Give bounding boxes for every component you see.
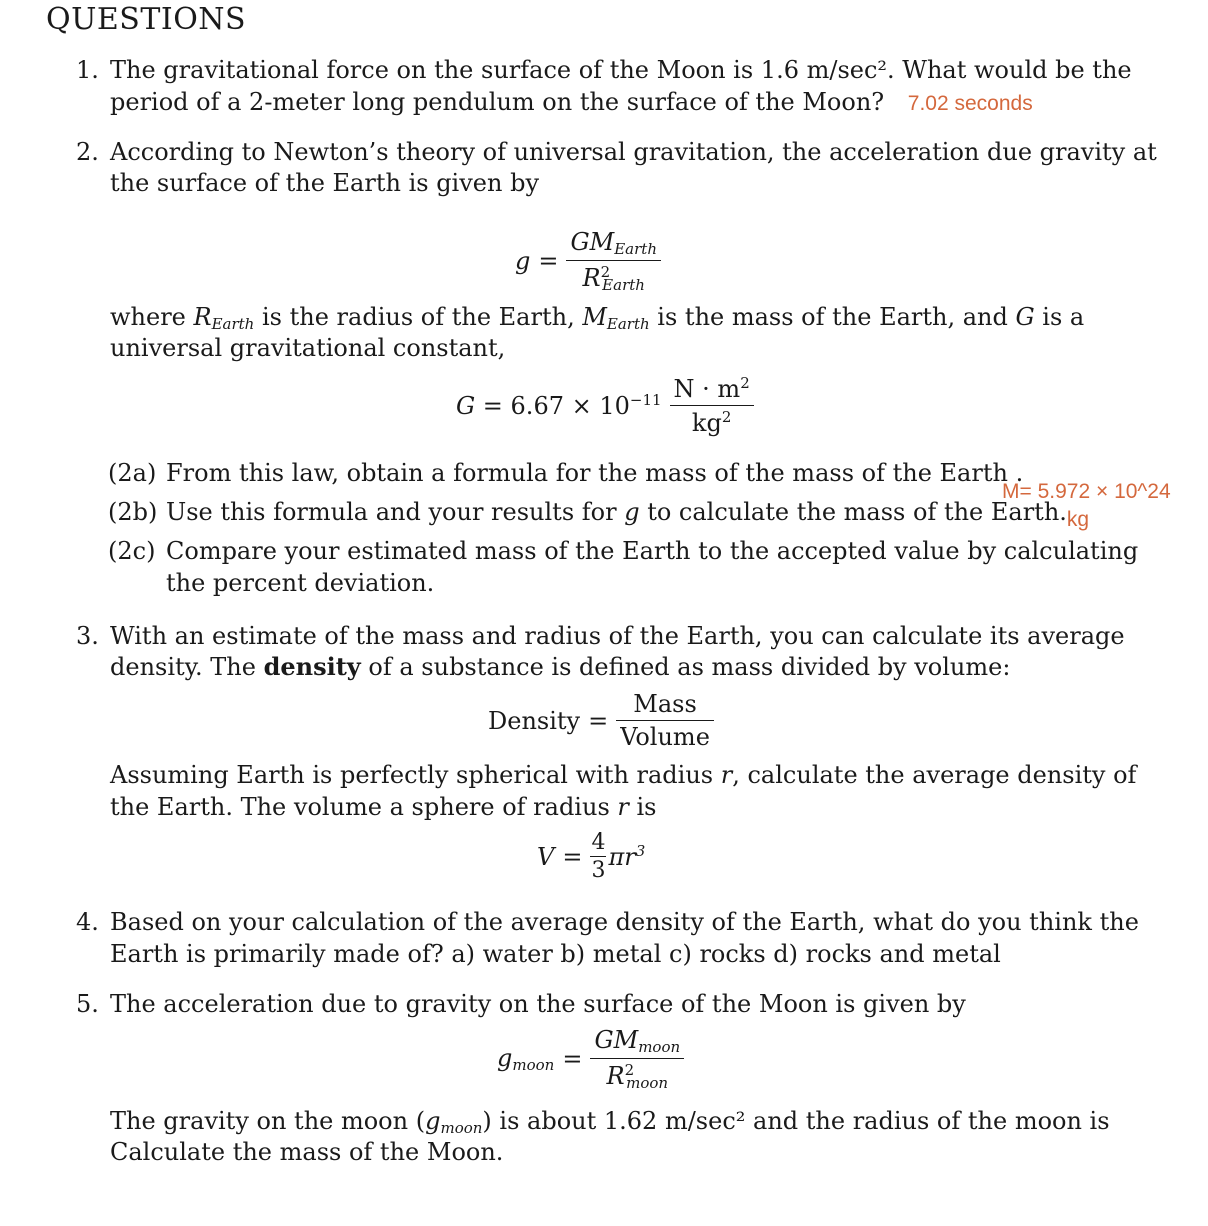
lhs-subscript: moon — [512, 1056, 555, 1074]
fraction-denominator: Volume — [620, 723, 710, 751]
text-span: of a substance is defined as mass divided by volume: — [360, 653, 1011, 681]
text-span: density. The — [110, 653, 264, 681]
equation-rest: πr — [608, 843, 636, 871]
handwritten-answer-mass: M= 5.972 × 10^24 — [1002, 480, 1171, 503]
constant-value-text: = 6.67 × 10 — [475, 392, 630, 420]
fraction-numerator: GM — [594, 1026, 639, 1054]
var-g: g — [425, 1107, 441, 1135]
question-1 — [76, 54, 1132, 86]
equation-fraction — [590, 1026, 684, 1092]
text-span: is the mass of the Earth, and — [649, 303, 1016, 331]
text-span: where — [110, 303, 194, 331]
gravity-equation-earth — [515, 228, 661, 294]
denominator-exponent: 2 — [624, 1061, 635, 1079]
equation-fraction — [566, 228, 661, 294]
text-span: is the radius of the Earth, — [254, 303, 583, 331]
text-span: , calculate the average density of — [732, 761, 1137, 789]
gravitational-constant-equation: $G = 6.67 \times 10^{-11}$ $\frac{N \cdot m^2}{kg^2}$ — [456, 374, 754, 437]
subquestion-2b — [108, 496, 1089, 530]
question-1-line-2 — [110, 86, 1033, 120]
question-text: Earth is primarily made of? a) water b) metal c) rocks d) rocks and metal — [110, 940, 1001, 968]
question-number: 5. — [76, 990, 99, 1018]
question-number: 3. — [76, 622, 99, 650]
question-number: 2. — [76, 138, 99, 166]
subquestion-label: (2c) — [108, 537, 156, 565]
density-equation — [488, 690, 714, 751]
subquestion-2c — [108, 535, 1138, 567]
text-span: ) is about 1.62 m/sec² and the radius of the moon is — [482, 1107, 1110, 1135]
subquestion-text: From this law, obtain a formula for the mass of the mass of the Earth . — [166, 459, 1024, 487]
sphere-volume-equation — [537, 830, 645, 883]
units-fraction — [670, 374, 754, 437]
equation-exponent: 3 — [635, 842, 646, 860]
subquestion-text: Compare your estimated mass of the Earth to the accepted value by calculating — [166, 537, 1139, 565]
question-text: period of a 2-meter long pendulum on the surface of the Moon? — [110, 88, 885, 116]
question-4 — [76, 906, 1139, 938]
question-number: 1. — [76, 56, 99, 84]
question-3-line-4 — [110, 791, 657, 823]
var-r: r — [617, 793, 629, 821]
numerator-subscript: moon — [638, 1038, 681, 1056]
subquestion-label: (2a) — [108, 459, 157, 487]
text-span: Assuming Earth is perfectly spherical with radius — [110, 761, 721, 789]
fraction-denominator: R — [582, 264, 601, 292]
equation-fraction — [590, 830, 606, 883]
equation-operator: = — [562, 1045, 583, 1073]
units-numerator: N · m — [673, 375, 741, 403]
question-number: 4. — [76, 908, 99, 936]
subquestion-text: to calculate the mass of the Earth. — [639, 498, 1067, 526]
equation-operator: = — [562, 842, 583, 871]
constant-exponent: −11 — [629, 391, 662, 409]
question-text: universal gravitational constant, — [110, 334, 506, 362]
var-g: g — [624, 498, 640, 526]
page-heading: QUESTIONS — [46, 2, 247, 37]
text-span: is a — [1034, 303, 1085, 331]
equation-operator: = — [588, 706, 609, 735]
var-r: R — [193, 303, 212, 331]
fraction-denominator: R — [606, 1062, 625, 1090]
question-text: With an estimate of the mass and radius of the Earth, you can calculate its average — [110, 622, 1125, 650]
question-5 — [76, 988, 966, 1020]
equation-operator: = — [538, 247, 559, 275]
bold-term: density — [263, 652, 361, 681]
gravity-equation-moon — [497, 1026, 684, 1092]
fraction-numerator: Mass — [616, 690, 714, 721]
subquestion-text: Use this formula and your results for — [166, 498, 625, 526]
equation-lhs: V — [537, 842, 555, 871]
var-g: G — [1015, 303, 1035, 331]
question-text: According to Newton’s theory of universal gravitation, the acceleration due gravity at — [110, 138, 1157, 166]
question-text: The acceleration due to gravity on the surface of the Moon is given by — [110, 990, 966, 1018]
denominator-exponent: 2 — [600, 263, 611, 281]
equation-lhs: Density — [488, 706, 581, 735]
units-numerator-exponent: 2 — [740, 374, 750, 392]
units-denominator-exponent: 2 — [721, 408, 732, 426]
units-denominator: kg — [691, 409, 722, 437]
text-span: The gravity on the moon ( — [110, 1107, 426, 1135]
question-3 — [76, 620, 1125, 652]
subquestion-label: (2b) — [108, 498, 158, 526]
question-text: the surface of the Earth is given by — [110, 169, 539, 197]
var-r: r — [720, 761, 733, 789]
text-span: the Earth. The volume a sphere of radius — [110, 793, 618, 821]
question-2 — [76, 136, 1157, 168]
question-text: Calculate the mass of the Moon. — [110, 1138, 504, 1166]
question-3-line-3 — [110, 759, 1136, 791]
numerator-subscript: Earth — [614, 240, 657, 258]
question-text: Based on your calculation of the average density of the Earth, what do you think the — [110, 908, 1139, 936]
subquestion-2a — [108, 457, 1023, 489]
question-3-line-2 — [110, 651, 1010, 683]
fraction-denominator: 3 — [591, 858, 606, 883]
question-text: The gravitational force on the surface of the Moon is 1.6 m/sec². What would be the — [110, 56, 1132, 84]
equation-lhs: g — [497, 1044, 513, 1072]
handwritten-answer: 7.02 seconds — [907, 92, 1033, 115]
fraction-numerator: GM — [570, 228, 615, 256]
text-span: is — [628, 793, 657, 821]
subquestion-text: the percent deviation. — [166, 569, 435, 597]
denominator-subscript: Earth — [602, 276, 645, 294]
equation-lhs: g — [515, 247, 531, 275]
var-g-subscript: moon — [440, 1119, 483, 1137]
var-m-subscript: Earth — [606, 315, 650, 333]
denominator-subscript: moon — [626, 1074, 669, 1092]
equation-fraction — [616, 690, 714, 751]
var-m: M — [582, 303, 607, 331]
var-r-subscript: Earth — [211, 315, 255, 333]
handwritten-answer-unit: kg — [1066, 508, 1090, 531]
fraction-numerator: 4 — [591, 830, 606, 855]
